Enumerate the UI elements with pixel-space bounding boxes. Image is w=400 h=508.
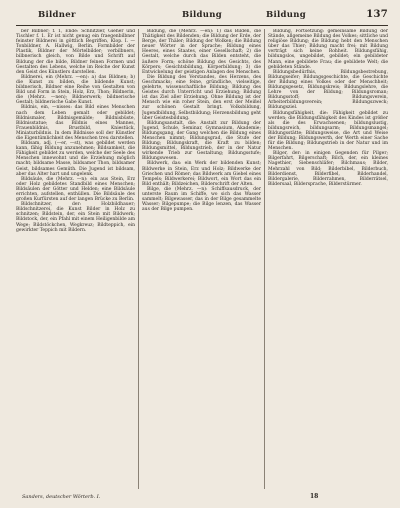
footer-imprint: Sanders, deutscher Wörterb. I. <box>22 494 101 500</box>
entry-paragraph: ber Bilbner; f. 1, Ende: Schnitzler, Gieher und Tischler f. 1. Er ist nicht genug ein fraegenbilbner feinster Bildnerei in göttlich Begriffen, Klop. I. — Tonbildner, A. Hallwig, Berlin. Formbilder der Plastik, Bildner der Mörtelbilder; verbilbners, bilbnerisch gleich, von Bilde und Schrift auf Bildung der die bilde, Bildner feinen Formen und Gestalten des Lebens, welche im Reiche der Kunst den Geist des Künstlers darstellen. <box>16 29 135 75</box>
entry-paragraph: Bildnis, ein, —nisses: das Bild eines Menschen nach dem Leben gemalt oder gebildet; Bildnismaler, Bildnisgemälde; Bildnisbüste, Bildnisstatue; das Bildnis eines Mannes, Frauenbildnis, Brustbild, Kniestück, Miniaturbildnis. In dem Bildnisse soll der Künstler die Eigentümlichkeit des Menschen treu darstellen. <box>16 105 135 141</box>
column-left <box>16 29 135 489</box>
entry-paragraph: Bildnerei, ein (Mehrz. —en): a) das Bildnen; b) die Kunst zu bilden, die bildende Kunst; bildnerisch, Bildner eine Reihe von Gestalten von Bild und Form in Stein, Holz, Erz, Thon; Bildnerin, die (Mehrz. —nen); Bildnerwerk; bildnerische Gestalt; bildnerische Gabe Kunst. <box>16 74 135 106</box>
entry-paragraph: Bildungsfähigkeit, die: Fähigkeit gebildet zu werden; die Bildungsfähigkeit des Kindes ist größer als die des Erwachsenen; bildungslustig, bildungsreich, bildungsarm; Bildungsmangel; Bildungsstätte; Bildungsweise, die Art und Weise der Bildung; Bildungswerth, der Werth einer Sache für die Bildung; Bildungstrieb in der Natur und im Menschen. <box>268 110 388 152</box>
entry-paragraph: Bildung, die (Mehrz. —en): 1) das Bilden, die Thätigkeit des Bildenden; die Bildung der Erde, der Berge, der Thäler; Bildung der Wolken; die Bildung neuer Wörter in der Sprache; Bildung eines Heeres, eines Staates, einer Gesellschaft; 2) die Gestalt, welche durch das Bilden entsteht, die äußere Form; schöne Bildung des Gesichts, des Körpers; Gesichtsbildung, Körperbildung; 3) die Entwickelung der geistigen Anlagen des Menschen. <box>142 29 261 75</box>
entry-paragraph: Die Bildung des Verstandes, des Herzens, des Geschmacks; eine feine, gründliche, vielseitige, gelehrte, wissenschaftliche Bildung; Bildung des Geistes durch Unterricht und Erziehung; Bildung ist das Ziel aller Erziehung. Ohne Bildung ist der Mensch wie ein roher Stein, den erst der Meißel zur schönen Gestalt bringt. Volksbildung, Jugendbildung, Selbstbildung; Herzensbildung geht über Geistesbildung. <box>142 74 261 121</box>
signature-mark: 18 <box>310 493 319 500</box>
entry-paragraph: Bildschnitzer, der: Holzbildhauer; Bildschnitzerei, die Kunst Bilder in Holz zu schnitzen; Bildstein, der, ein Stein mit Bildwerk; Bildstock, der, ein Pfahl mit einem Heiligenbilde am Wege; Bildstöckchen, Wegkreuz; Bildteppich, ein gewirkter Teppich mit Bildern. <box>16 202 135 233</box>
entry-paragraph: Bilge, die (Mehrz. —n): Schiffsausdruck, der unterste Raum im Schiffe, wo sich das Wasser sammelt; Bilgewasser, das in der Bilge gesammelte Wasser; Bilgepumpe; die Bilge lenzen, das Wasser aus der Bilge pumpen. <box>142 186 261 213</box>
column-middle <box>142 29 261 489</box>
text-columns <box>16 29 388 489</box>
entry-paragraph: Bildwerk, das: ein Werk der bildenden Kunst; Bildwerke in Stein, Erz und Holz; Bildwerke der Griechen und Römer; das Bildwerk am Giebel eines Tempels; Bildwerkerei; Bildwort, ein Wort das ein Bild enthält; Bildzeichen, Bilderschrift der Alten. <box>142 161 261 187</box>
running-head <box>16 10 388 24</box>
entry-paragraph: Bildungsbedürfnis, Bildungsbestrebung, Bildungseifer; Bildungsgeschichte, die Geschichte der Bildung eines Volkes oder der Menschheit; Bildungsgesetz, Bildungskreis; Bildungslehre, die Lehre von der Bildung; Bildungsroman; Bildungsstoff; Bildungsverein, Arbeiterbildungsverein; Bildungszweck; Bildungsziel. <box>268 69 388 111</box>
entry-paragraph: Bildungsanstalt, die: Anstalt zur Bildung der Jugend, Schule, Seminar, Gymnasium, Akademie; Bildungsgang, der Gang welchen die Bildung eines Menschen nimmt; Bildungsgrad, die Stufe der Bildung; Bildungskraft, die Kraft zu bilden; Bildungsmittel, Bildungstrieb, der in der Natur wirkende Trieb zur Gestaltung; Bildungsstufe; Bildungswesen. <box>142 120 261 162</box>
running-head-right: Bildung <box>266 10 306 20</box>
entry-paragraph: Bilger, der: in einigen Gegenden für Pilger; Bilgerfahrt, Bilgerschaft; Bilch, der, ein kleines Nagethier, Siebenschläfer; Bilchmaus; Bilder, Mehrzahl von Bild; Bilderbibel, Bilderbuch, Bilderdienst, Bilderfibel, Bilderhandel, Bildergalerie, Bilderrahmen, Bilderrätsel, Bildersaal, Bildersprache, Bilderstürmer. <box>268 151 388 187</box>
header-rule <box>16 25 388 26</box>
entry-paragraph: Bildsäule, die (Mehrz. —n): ein aus Stein, Erz oder Holz gebildetes Standbild eines Menschen; Bildsäulen der Götter und Helden; eine Bildsäule errichten, aufstellen, enthüllen. Die Bildsäule des großen Kurfürsten auf der langen Brücke zu Berlin. <box>16 176 135 203</box>
running-head-center: Bildung <box>182 10 222 20</box>
page-number: 137 <box>366 9 388 20</box>
entry-paragraph: Bildung, Fortsetzung: gemeinsame Bildung der Stände, allgemeine Bildung des Volkes; sittliche und religiöse Bildung; die Bildung hebt den Menschen über das Thier; Bildung macht frei; mit Bildung verträgt sich keine Rohheit. Bildungsfähig, bildungslos, ungebildet, gebildet; ein gebildeter Mann, eine gebildete Frau; die gebildete Welt; die gebildeten Stände. <box>268 29 388 70</box>
column-right <box>268 29 388 489</box>
entry-paragraph: Bildsam, adj. (—er, —st), was gebildet werden kann, fähig Bildung anzunehmen; Bildsamkeit, die Fähigkeit gebildet zu werden, welche der Seele des Menschen innewohnt und die Erziehung möglich macht; bildsame Masse, bildsamer Thon, bildsamer Geist, bildsames Gemüth. Die Jugend ist bildsam, aber das Alter hart und ungelenk. <box>16 141 135 177</box>
running-head-left: Bildner <box>38 10 76 20</box>
